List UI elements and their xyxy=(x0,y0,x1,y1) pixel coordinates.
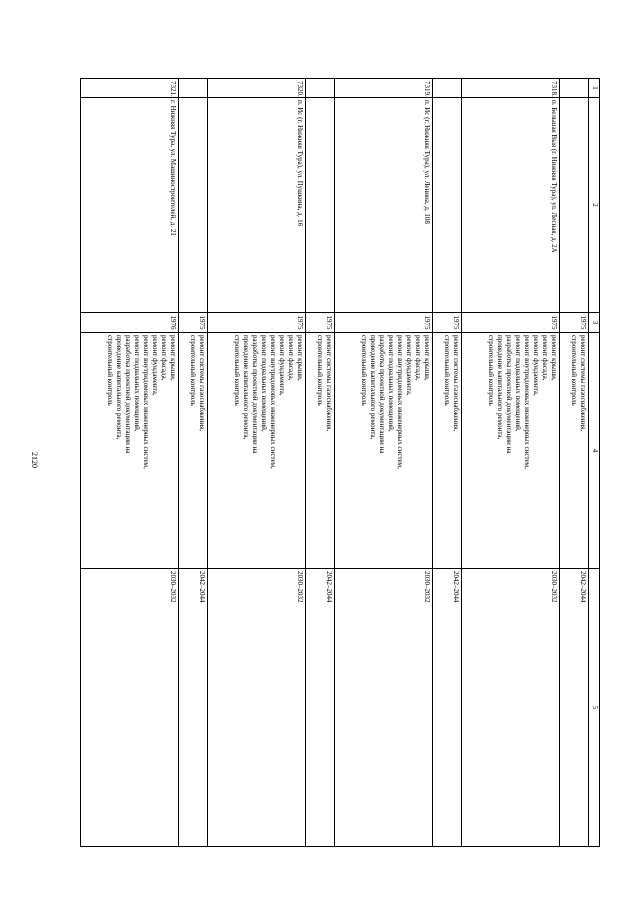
row-year: 1975 xyxy=(432,313,461,333)
table-row xyxy=(462,79,560,847)
work-item: строительный контроль xyxy=(570,335,578,406)
row-number xyxy=(432,79,461,98)
row-address: г. Нижняя Тура, ул. Машиностроителей, д. 21 xyxy=(81,98,179,313)
table-row xyxy=(208,79,306,847)
row-works xyxy=(335,333,433,569)
work-item: ремонт фундамента, xyxy=(531,335,540,396)
work-item: разработка проектной документации на xyxy=(377,335,386,454)
table-row xyxy=(335,79,433,847)
row-address xyxy=(305,98,334,313)
work-item: ремонт фундамента, xyxy=(150,335,159,396)
row-number xyxy=(559,79,588,98)
work-item: ремонт фундамента, xyxy=(277,335,286,396)
row-address xyxy=(559,98,588,313)
work-item: ремонт крыши, xyxy=(168,335,177,381)
work-item: ремонт фасада, xyxy=(286,335,295,381)
work-item: проведение капитального ремонта, xyxy=(368,335,377,440)
row-works xyxy=(81,333,179,569)
work-item: ремонт фасада, xyxy=(540,335,549,381)
work-item: ремонт фундамента, xyxy=(404,335,413,396)
row-works xyxy=(208,333,306,569)
work-item: ремонт фасада, xyxy=(159,335,168,381)
row-year: 1975 xyxy=(559,313,588,333)
column-header: 3 xyxy=(589,313,600,333)
row-number: 7320. xyxy=(208,79,306,98)
work-item: ремонт системы газоснабжения, xyxy=(452,335,461,432)
row-period: 2042–2044 xyxy=(305,569,334,847)
row-year: 1975 xyxy=(208,313,306,333)
work-item: ремонт подвальных помещений, xyxy=(259,335,268,432)
row-period: 2030–2032 xyxy=(335,569,433,847)
row-period: 2042–2044 xyxy=(178,569,207,847)
work-item: строительный контроль xyxy=(443,335,452,406)
row-address xyxy=(178,98,207,313)
table-row xyxy=(432,79,461,847)
row-year: 1976 xyxy=(81,313,179,333)
row-period: 2030–2032 xyxy=(81,569,179,847)
work-item: разработка проектной документации на xyxy=(123,335,132,454)
row-number: 7318. xyxy=(462,79,560,98)
work-item: проведение капитального ремонта, xyxy=(241,335,250,440)
work-item: строительный контроль xyxy=(316,335,325,406)
work-item: ремонт крыши, xyxy=(549,335,558,381)
row-period: 2042–2044 xyxy=(432,569,461,847)
table-row xyxy=(178,79,207,847)
page-number: 2120 xyxy=(30,452,39,468)
work-item: ремонт системы газоснабжения, xyxy=(325,335,334,432)
row-address xyxy=(432,98,461,313)
table-row xyxy=(305,79,334,847)
column-header: 1 xyxy=(589,79,600,98)
column-header: 5 xyxy=(589,569,600,847)
work-item: ремонт подвальных помещений, xyxy=(386,335,395,432)
row-number: 7319. xyxy=(335,79,433,98)
work-item: строительный контроль xyxy=(189,335,198,406)
row-address: п. Ис (г. Нижняя Тура), ул. Пушкина, д. 16 xyxy=(208,98,306,313)
work-item: ремонт фасада, xyxy=(413,335,422,381)
table-header-row xyxy=(589,79,600,847)
work-item: проведение капитального ремонта, xyxy=(495,335,504,440)
row-year: 1975 xyxy=(335,313,433,333)
row-number xyxy=(178,79,207,98)
row-year: 1975 xyxy=(305,313,334,333)
table-body xyxy=(81,79,589,847)
column-header: 4 xyxy=(589,333,600,569)
row-number xyxy=(305,79,334,98)
row-year: 1975 xyxy=(462,313,560,333)
repair-schedule-table xyxy=(80,78,600,847)
row-works xyxy=(305,333,334,569)
row-works xyxy=(432,333,461,569)
work-item: строительный контроль xyxy=(232,335,241,406)
work-item: строительный контроль xyxy=(105,335,114,406)
table-row xyxy=(559,79,588,847)
row-address: п. Ис (г. Нижняя Тура), ул. Ленина, д. 108 xyxy=(335,98,433,313)
work-item: разработка проектной документации на xyxy=(504,335,513,454)
work-item: ремонт внутридомовых инженерных систем, xyxy=(141,335,150,469)
row-address: п. Бельшая Выя (г. Нижняя Тура), ул. Лесная, д. 2А xyxy=(462,98,560,313)
work-item: ремонт системы газоснабжения, xyxy=(579,335,587,432)
row-period: 2030–2032 xyxy=(462,569,560,847)
row-number: 7321. xyxy=(81,79,179,98)
row-year: 1975 xyxy=(178,313,207,333)
row-period: 2042–2044 xyxy=(559,569,588,847)
work-item: ремонт крыши, xyxy=(422,335,431,381)
work-item: ремонт подвальных помещений, xyxy=(132,335,141,432)
row-works xyxy=(178,333,207,569)
work-item: разработка проектной документации на xyxy=(250,335,259,454)
row-works xyxy=(559,333,588,569)
work-item: ремонт крыши, xyxy=(295,335,304,381)
work-item: ремонт внутридомовых инженерных систем, xyxy=(268,335,277,469)
rotated-table-frame xyxy=(80,78,600,846)
row-works xyxy=(462,333,560,569)
work-item: строительный контроль xyxy=(359,335,368,406)
work-item: ремонт системы газоснабжения, xyxy=(198,335,207,432)
table-row xyxy=(81,79,179,847)
work-item: строительный контроль xyxy=(486,335,495,406)
work-item: проведение капитального ремонта, xyxy=(114,335,123,440)
row-period: 2030–2032 xyxy=(208,569,306,847)
column-header: 2 xyxy=(589,98,600,313)
work-item: ремонт подвальных помещений, xyxy=(513,335,522,432)
work-item: ремонт внутридомовых инженерных систем, xyxy=(395,335,404,469)
work-item: ремонт внутридомовых инженерных систем, xyxy=(522,335,531,469)
